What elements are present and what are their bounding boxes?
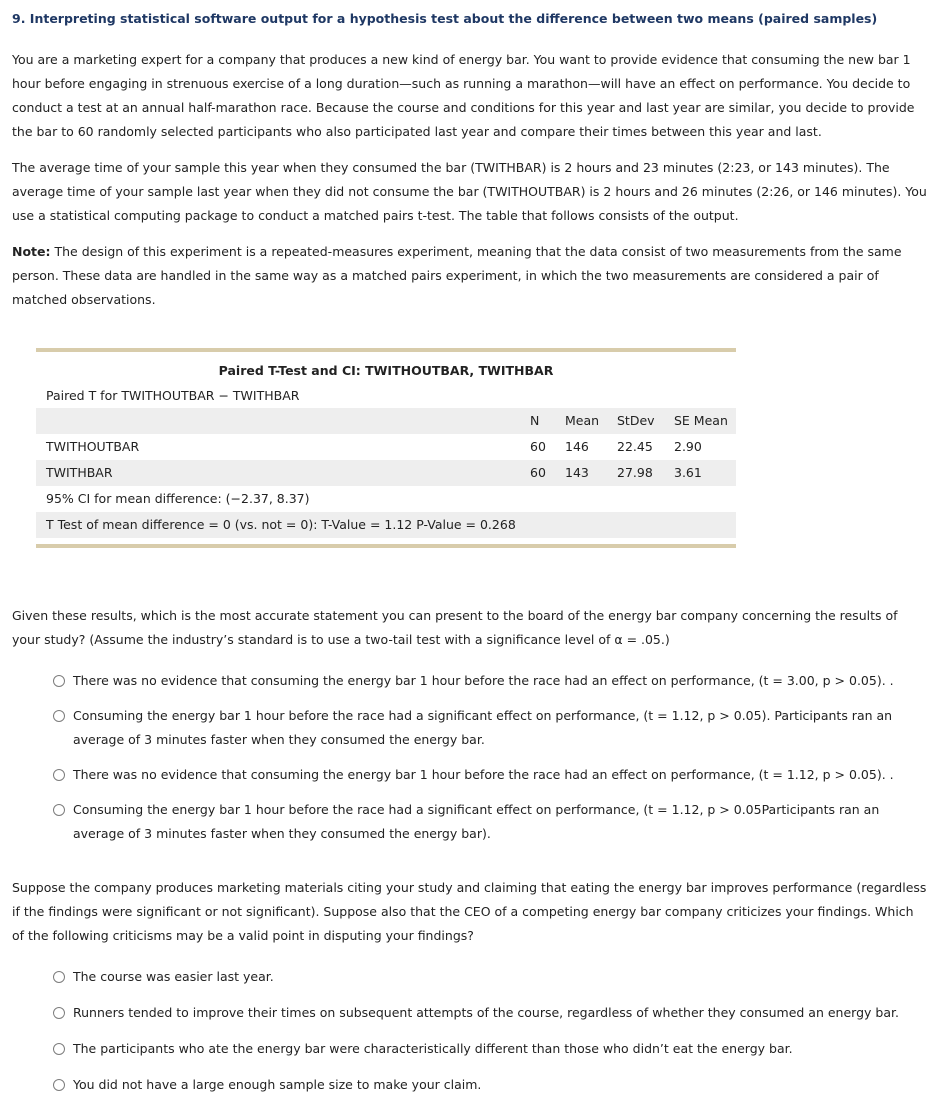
q1-prompt: Given these results, which is the most accurate statement you can present to the board of the energy bar company concerning the results of your study? (Assume the industry’s standard is to use a two-tail test with a significance level of α = .05.) — [12, 608, 898, 647]
q1-option-1-label[interactable]: There was no evidence that consuming the energy bar 1 hour before the race had an effect on performance, (t = 3.00, p > 0.05). . — [73, 673, 894, 688]
q1-option-4-radio[interactable] — [53, 804, 65, 816]
stats-output-table — [36, 348, 736, 548]
q1-option-2-radio[interactable] — [53, 710, 65, 722]
row-se: 2.90 — [674, 439, 702, 454]
header-mean: Mean — [565, 413, 600, 428]
output-subtitle: Paired T for TWITHOUTBAR − TWITHBAR — [46, 388, 300, 403]
row-n: 60 — [530, 465, 546, 480]
ci-line: 95% CI for mean difference: (−2.37, 8.37) — [46, 491, 310, 506]
row-se: 3.61 — [674, 465, 702, 480]
note-text: The design of this experiment is a repeated-measures experiment, meaning that the data consist of two measurements from the same person. These data are handled in the same way as a matched pairs experiment, in which the two measurements are considered a pair of matched observations. — [12, 244, 902, 307]
row-stdev: 27.98 — [617, 465, 653, 480]
question-title: 9. Interpreting statistical software output for a hypothesis test about the difference between two means (paired samples) — [12, 11, 878, 26]
q2-option-1-label[interactable]: The course was easier last year. — [73, 969, 274, 984]
q1-option-4-label[interactable]: Consuming the energy bar 1 hour before the race had a significant effect on performance, (t = 1.12, p > 0.05Participants ran an average of 3 minutes faster when they consumed the energy bar). — [73, 802, 880, 841]
q1-option-3-label[interactable]: There was no evidence that consuming the energy bar 1 hour before the race had an effect on performance, (t = 1.12, p > 0.05). . — [73, 767, 894, 782]
table-top-rule — [36, 348, 736, 352]
table-bottom-rule — [36, 544, 736, 548]
row-stdev: 22.45 — [617, 439, 653, 454]
row-mean: 143 — [565, 465, 589, 480]
q1-option-1-radio[interactable] — [53, 675, 65, 687]
q1-option-3-radio[interactable] — [53, 769, 65, 781]
q2-prompt: Suppose the company produces marketing materials citing your study and claiming that eating the energy bar improves performance (regardless if the findings were significant or not significant). Suppose also that the CEO of a competing energy bar company criticizes your findings. Which of the following criticisms may be a valid point in disputing your findings? — [12, 880, 927, 943]
row-mean: 146 — [565, 439, 589, 454]
q2-option-3-radio[interactable] — [53, 1043, 65, 1055]
q2-option-3-label[interactable]: The participants who ate the energy bar were characteristically different than those who didn’t eat the energy bar. — [73, 1041, 793, 1056]
note-paragraph — [12, 240, 927, 312]
note-label: Note: — [12, 244, 51, 259]
q2-option-4-label[interactable]: You did not have a large enough sample size to make your claim. — [73, 1077, 482, 1092]
output-title: Paired T-Test and CI: TWITHOUTBAR, TWITHBAR — [218, 363, 554, 378]
header-se-mean: SE Mean — [674, 413, 728, 428]
header-stdev: StDev — [617, 413, 655, 428]
row-label: TWITHOUTBAR — [46, 439, 140, 454]
q1-option-2-label[interactable]: Consuming the energy bar 1 hour before the race had a significant effect on performance, (t = 1.12, p > 0.05). Participants ran an average of 3 minutes faster when they consumed the energy bar. — [73, 708, 893, 747]
row-label: TWITHBAR — [46, 465, 113, 480]
q2-option-1-radio[interactable] — [53, 971, 65, 983]
sample-paragraph: The average time of your sample this year when they consumed the bar (TWITHBAR) is 2 hours and 23 minutes (2:23, or 143 minutes). The average time of your sample last year when they did not consume the bar (TWITHOUTBAR) is 2 hours and 26 minutes (2:26, or 146 minutes). You use a statistical computing package to conduct a matched pairs t-test. The table that follows consists of the output. — [12, 160, 927, 223]
header-n: N — [530, 413, 540, 428]
q2-option-2-radio[interactable] — [53, 1007, 65, 1019]
ttest-line: T Test of mean difference = 0 (vs. not = 0): T-Value = 1.12 P-Value = 0.268 — [46, 517, 516, 532]
intro-paragraph: You are a marketing expert for a company that produces a new kind of energy bar. You want to provide evidence that consuming the new bar 1 hour before engaging in strenuous exercise of a long duration—such as running a marathon—will have an effect on performance. You decide to conduct a test at an annual half-marathon race. Because the course and conditions for this year and last year are similar, you decide to provide the bar to 60 randomly selected participants who also participated last year and compare their times between this year and last. — [12, 52, 915, 139]
row-n: 60 — [530, 439, 546, 454]
q2-option-2-label[interactable]: Runners tended to improve their times on subsequent attempts of the course, regardless of whether they consumed an energy bar. — [73, 1005, 899, 1020]
q2-option-4-radio[interactable] — [53, 1079, 65, 1091]
